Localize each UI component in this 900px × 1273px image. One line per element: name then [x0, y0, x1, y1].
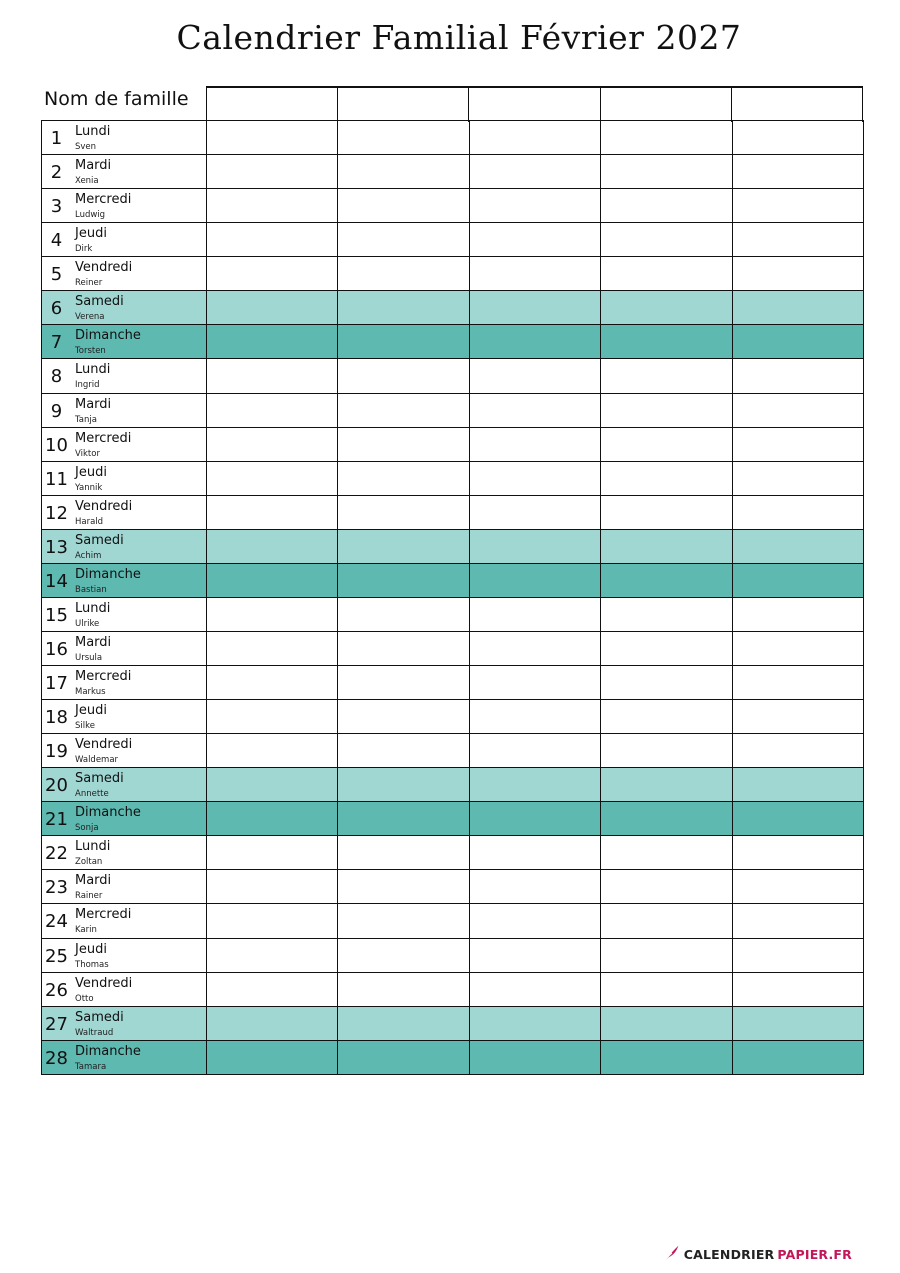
brand-text-part1: CALENDRIER: [683, 1247, 775, 1262]
calendar-entry-cell[interactable]: [207, 1007, 338, 1040]
calendar-entry-cell[interactable]: [601, 530, 732, 563]
saint-name: Karin: [75, 925, 97, 936]
calendar-entry-cell[interactable]: [601, 632, 732, 665]
calendar-entry-cell[interactable]: [470, 904, 601, 937]
calendar-entry-cell[interactable]: [338, 734, 469, 767]
calendar-entry-cell[interactable]: [470, 223, 601, 256]
day-number: 18: [45, 707, 68, 729]
saint-name: Thomas: [75, 959, 109, 970]
calendar-row: [42, 257, 864, 291]
calendar-entry-cell[interactable]: [470, 700, 601, 733]
calendar-entry-cell[interactable]: [338, 598, 469, 631]
day-name: Dimanche: [75, 566, 141, 582]
day-label-cell: [42, 802, 207, 835]
calendar-row: [42, 768, 864, 802]
day-label-cell: [42, 359, 207, 392]
day-number: 23: [45, 877, 68, 899]
day-name: Dimanche: [75, 1043, 141, 1059]
calendar-entry-cell[interactable]: [733, 564, 864, 597]
calendar-entry-cell[interactable]: [733, 462, 864, 495]
calendar-entry-cell[interactable]: [338, 870, 469, 903]
calendar-entry-cell[interactable]: [733, 666, 864, 699]
calendar-entry-cell[interactable]: [470, 428, 601, 461]
calendar-entry-cell[interactable]: [733, 1007, 864, 1040]
calendar-entry-cell[interactable]: [601, 768, 732, 801]
saint-name: Zoltan: [75, 857, 103, 868]
calendar-entry-cell[interactable]: [601, 973, 732, 1006]
calendar-row: [42, 1041, 864, 1075]
calendar-entry-cell[interactable]: [601, 734, 732, 767]
calendar-entry-cell[interactable]: [733, 904, 864, 937]
day-label-cell: [42, 836, 207, 869]
calendar-entry-cell[interactable]: [207, 325, 338, 358]
calendar-entry-cell[interactable]: [470, 530, 601, 563]
saint-name: Bastian: [75, 584, 107, 595]
calendar-entry-cell[interactable]: [601, 325, 732, 358]
calendar-row: [42, 325, 864, 359]
calendar-entry-cell[interactable]: [338, 632, 469, 665]
day-label-cell: [42, 155, 207, 188]
saint-name: Sven: [75, 142, 97, 152]
day-name: Mercredi: [75, 669, 132, 684]
calendar-entry-cell[interactable]: [733, 939, 864, 972]
calendar-row: [42, 870, 864, 904]
calendar-entry-cell[interactable]: [207, 359, 338, 392]
calendar-entry-cell[interactable]: [601, 257, 732, 290]
calendar-entry-cell[interactable]: [601, 121, 732, 154]
calendar-entry-cell[interactable]: [338, 1041, 469, 1074]
day-number: 24: [45, 911, 68, 933]
calendar-entry-cell[interactable]: [470, 564, 601, 597]
calendar-row: [42, 836, 864, 870]
calendar-entry-cell[interactable]: [338, 359, 469, 392]
day-name: Dimanche: [75, 328, 141, 344]
calendar-row: [42, 428, 864, 462]
calendar-row: [42, 632, 864, 666]
calendar-entry-cell[interactable]: [470, 666, 601, 699]
day-name: Mercredi: [75, 430, 132, 446]
day-number: 9: [50, 400, 63, 422]
day-label-cell: [42, 700, 207, 733]
day-name: Mardi: [75, 873, 112, 889]
calendar-entry-cell[interactable]: [733, 121, 864, 154]
calendar-entry-cell[interactable]: [338, 802, 469, 835]
saint-name: Ludwig: [75, 210, 106, 221]
calendar-entry-cell[interactable]: [601, 1041, 732, 1074]
day-name: Lundi: [75, 362, 111, 378]
saint-name: Tamara: [75, 1061, 107, 1072]
day-number: 14: [45, 570, 68, 592]
calendar-entry-cell[interactable]: [207, 257, 338, 290]
calendar-entry-cell[interactable]: [470, 939, 601, 972]
calendar-entry-cell[interactable]: [207, 428, 338, 461]
saint-name: Verena: [75, 312, 105, 323]
day-label-cell: [42, 939, 207, 972]
day-label-cell: [42, 870, 207, 903]
calendar-entry-cell[interactable]: [338, 939, 469, 972]
calendar-entry-cell[interactable]: [733, 598, 864, 631]
day-number: 28: [45, 1047, 68, 1069]
calendar-entry-cell[interactable]: [601, 223, 732, 256]
calendar-row: [42, 496, 864, 530]
calendar-entry-cell[interactable]: [733, 496, 864, 529]
calendar-row: [42, 121, 864, 155]
day-name: Mercredi: [75, 907, 132, 923]
day-number: 10: [45, 434, 68, 456]
calendar-row: [42, 598, 864, 632]
day-number: 12: [45, 502, 68, 524]
day-number: 17: [45, 673, 68, 694]
day-number: 4: [50, 230, 63, 252]
calendar-entry-cell[interactable]: [733, 530, 864, 563]
day-name: Samedi: [75, 771, 124, 787]
saint-name: Yannik: [75, 482, 103, 493]
calendar-row: [42, 223, 864, 257]
day-number: 3: [50, 196, 63, 218]
saint-name: Otto: [75, 993, 94, 1004]
brand-text-part2: PAPIER.FR: [777, 1247, 852, 1262]
day-number: 26: [45, 979, 68, 1001]
calendar-entry-cell[interactable]: [470, 121, 601, 154]
calendar-row: [42, 462, 864, 496]
calendar-entry-cell[interactable]: [733, 870, 864, 903]
day-name: Lundi: [75, 839, 111, 855]
day-number: 6: [50, 298, 63, 320]
day-label-cell: [42, 462, 207, 495]
calendar-entry-cell[interactable]: [470, 870, 601, 903]
calendar-entry-cell[interactable]: [207, 734, 338, 767]
day-label-cell: [42, 257, 207, 290]
day-number: 5: [50, 264, 63, 286]
saint-name: Viktor: [75, 448, 100, 459]
calendar-entry-cell[interactable]: [338, 1007, 469, 1040]
calendar-row: [42, 155, 864, 189]
calendar-entry-cell[interactable]: [207, 632, 338, 665]
day-label-cell: [42, 598, 207, 631]
calendar-entry-cell[interactable]: [207, 223, 338, 256]
day-name: Lundi: [75, 600, 111, 616]
family-name-cell[interactable]: [600, 88, 731, 122]
calendar-entry-cell[interactable]: [733, 257, 864, 290]
calendar-entry-cell[interactable]: [207, 155, 338, 188]
calendar-entry-cell[interactable]: [207, 530, 338, 563]
calendar-row: [42, 700, 864, 734]
day-name: Mardi: [75, 396, 112, 412]
saint-name: Ursula: [75, 652, 103, 663]
calendar-entry-cell[interactable]: [601, 291, 732, 324]
calendar-entry-cell[interactable]: [733, 700, 864, 733]
calendar-entry-cell[interactable]: [470, 325, 601, 358]
calendar-entry-cell[interactable]: [207, 462, 338, 495]
saint-name: Torsten: [75, 346, 106, 357]
day-label-cell: [42, 121, 207, 154]
calendar-row: [42, 530, 864, 564]
calendar-row: [42, 1007, 864, 1041]
calendar-entry-cell[interactable]: [470, 291, 601, 324]
brand-logo: [663, 1244, 852, 1265]
calendar-entry-cell[interactable]: [733, 1041, 864, 1074]
day-label-cell: [42, 564, 207, 597]
calendar-entry-cell[interactable]: [601, 359, 732, 392]
calendar-row: [42, 973, 864, 1007]
day-label-cell: [42, 734, 207, 767]
calendar-entry-cell[interactable]: [733, 632, 864, 665]
day-label-cell: [42, 904, 207, 937]
calendar-entry-cell[interactable]: [601, 462, 732, 495]
calendar-entry-cell[interactable]: [733, 223, 864, 256]
calendar-entry-cell[interactable]: [601, 564, 732, 597]
calendar-entry-cell[interactable]: [207, 394, 338, 427]
calendar-entry-cell[interactable]: [470, 496, 601, 529]
calendar-entry-cell[interactable]: [733, 802, 864, 835]
saint-name: Markus: [75, 687, 106, 697]
day-number: 16: [45, 638, 68, 660]
calendar-entry-cell[interactable]: [338, 973, 469, 1006]
calendar-entry-cell[interactable]: [733, 836, 864, 869]
saint-name: Ulrike: [75, 618, 100, 629]
day-name: Samedi: [75, 1009, 124, 1025]
day-label-cell: [42, 530, 207, 563]
day-label-cell: [42, 291, 207, 324]
calendar-entry-cell[interactable]: [338, 462, 469, 495]
day-name: Jeudi: [75, 941, 107, 957]
calendar-entry-cell[interactable]: [470, 394, 601, 427]
saint-name: Ingrid: [75, 380, 100, 391]
calendar-entry-cell[interactable]: [338, 155, 469, 188]
calendar-entry-cell[interactable]: [733, 973, 864, 1006]
calendar-entry-cell[interactable]: [207, 973, 338, 1006]
calendar-entry-cell[interactable]: [470, 257, 601, 290]
calendar-entry-cell[interactable]: [338, 428, 469, 461]
day-label-cell: [42, 632, 207, 665]
day-label-cell: [42, 223, 207, 256]
saint-name: Xenia: [75, 176, 99, 187]
calendar-entry-cell[interactable]: [207, 939, 338, 972]
calendar-row: [42, 394, 864, 428]
calendar-entry-cell[interactable]: [601, 189, 732, 222]
calendar-entry-cell[interactable]: [733, 768, 864, 801]
calendar-entry-cell[interactable]: [601, 802, 732, 835]
calendar-entry-cell[interactable]: [470, 768, 601, 801]
calendar-entry-cell[interactable]: [601, 666, 732, 699]
calendar-entry-cell[interactable]: [470, 802, 601, 835]
calendar-row: [42, 666, 864, 700]
calendar-entry-cell[interactable]: [338, 325, 469, 358]
day-label-cell: [42, 666, 207, 699]
feather-icon: [663, 1244, 681, 1265]
calendar-entry-cell[interactable]: [733, 325, 864, 358]
day-name: Vendredi: [75, 498, 133, 514]
calendar-row: [42, 359, 864, 393]
day-name: Vendredi: [75, 260, 133, 276]
calendar-entry-cell[interactable]: [207, 802, 338, 835]
day-name: Vendredi: [75, 737, 133, 753]
calendar-entry-cell[interactable]: [470, 359, 601, 392]
calendar-row: [42, 734, 864, 768]
calendar-entry-cell[interactable]: [470, 189, 601, 222]
calendar-entry-cell[interactable]: [207, 836, 338, 869]
day-number: 25: [45, 945, 68, 967]
calendar-entry-cell[interactable]: [338, 291, 469, 324]
saint-name: Silke: [75, 721, 95, 732]
calendar-row: [42, 802, 864, 836]
day-number: 1: [50, 128, 63, 149]
calendar-entry-cell[interactable]: [470, 1007, 601, 1040]
day-name: Jeudi: [75, 226, 107, 242]
calendar-entry-cell[interactable]: [733, 428, 864, 461]
calendar-entry-cell[interactable]: [733, 155, 864, 188]
calendar-entry-cell[interactable]: [601, 496, 732, 529]
calendar-entry-cell[interactable]: [470, 1041, 601, 1074]
day-label-cell: [42, 189, 207, 222]
calendar-entry-cell[interactable]: [733, 291, 864, 324]
saint-name: Waldemar: [75, 755, 119, 766]
saint-name: Sonja: [75, 823, 99, 834]
calendar-entry-cell[interactable]: [207, 564, 338, 597]
calendar-entry-cell[interactable]: [338, 121, 469, 154]
saint-name: Reiner: [75, 278, 103, 289]
day-number: 20: [45, 775, 68, 797]
day-name: Samedi: [75, 294, 124, 310]
calendar-entry-cell[interactable]: [207, 598, 338, 631]
family-name-header-cells: [206, 86, 863, 120]
calendar-entry-cell[interactable]: [470, 734, 601, 767]
calendar-entry-cell[interactable]: [207, 291, 338, 324]
calendar-entry-cell[interactable]: [338, 394, 469, 427]
saint-name: Dirk: [75, 244, 93, 255]
day-name: Mardi: [75, 158, 112, 174]
family-name-cell[interactable]: [206, 88, 337, 122]
calendar-entry-cell[interactable]: [207, 496, 338, 529]
calendar-entry-cell[interactable]: [601, 700, 732, 733]
saint-name: Rainer: [75, 891, 103, 902]
day-name: Jeudi: [75, 703, 107, 719]
calendar-entry-cell[interactable]: [207, 870, 338, 903]
calendar-entry-cell[interactable]: [338, 700, 469, 733]
day-label-cell: [42, 1007, 207, 1040]
day-number: 19: [45, 741, 68, 763]
day-number: 15: [45, 604, 68, 626]
calendar-entry-cell[interactable]: [338, 768, 469, 801]
calendar-entry-cell[interactable]: [470, 462, 601, 495]
calendar-entry-cell[interactable]: [733, 394, 864, 427]
day-label-cell: [42, 325, 207, 358]
calendar-entry-cell[interactable]: [338, 496, 469, 529]
saint-name: Annette: [75, 789, 109, 800]
calendar-entry-cell[interactable]: [338, 223, 469, 256]
day-label-cell: [42, 768, 207, 801]
calendar-row: [42, 291, 864, 325]
calendar-entry-cell[interactable]: [338, 666, 469, 699]
calendar-entry-cell[interactable]: [601, 904, 732, 937]
family-name-cell[interactable]: [731, 88, 863, 122]
calendar-entry-cell[interactable]: [207, 121, 338, 154]
calendar-entry-cell[interactable]: [470, 973, 601, 1006]
day-label-cell: [42, 428, 207, 461]
day-name: Jeudi: [75, 464, 107, 480]
calendar-entry-cell[interactable]: [207, 768, 338, 801]
day-number: 8: [50, 366, 63, 388]
family-name-cell[interactable]: [468, 88, 599, 122]
family-name-label: Nom de famille: [44, 88, 189, 110]
calendar-entry-cell[interactable]: [601, 394, 732, 427]
day-number: 2: [50, 162, 63, 184]
calendar-entry-cell[interactable]: [470, 836, 601, 869]
calendar-entry-cell[interactable]: [207, 1041, 338, 1074]
calendar-entry-cell[interactable]: [338, 836, 469, 869]
day-name: Mardi: [75, 634, 112, 650]
calendar-entry-cell[interactable]: [601, 428, 732, 461]
saint-name: Harald: [75, 516, 104, 527]
day-number: 27: [45, 1013, 68, 1035]
day-name: Samedi: [75, 532, 124, 548]
day-label-cell: [42, 496, 207, 529]
day-number: 22: [45, 843, 68, 865]
calendar-entry-cell[interactable]: [338, 530, 469, 563]
calendar-entry-cell[interactable]: [601, 836, 732, 869]
calendar-entry-cell[interactable]: [733, 359, 864, 392]
calendar-entry-cell[interactable]: [338, 904, 469, 937]
day-number: 21: [45, 809, 68, 831]
calendar-row: [42, 939, 864, 973]
calendar-entry-cell[interactable]: [601, 939, 732, 972]
calendar-entry-cell[interactable]: [207, 904, 338, 937]
day-label-cell: [42, 973, 207, 1006]
day-name: Dimanche: [75, 805, 141, 821]
day-label-cell: [42, 394, 207, 427]
saint-name: Waltraud: [75, 1027, 114, 1038]
calendar-entry-cell[interactable]: [338, 257, 469, 290]
saint-name: Tanja: [75, 414, 97, 425]
page-title: Calendrier Familial Février 2027: [176, 18, 742, 57]
calendar-entry-cell[interactable]: [470, 155, 601, 188]
day-name: Mercredi: [75, 192, 132, 208]
calendar-entry-cell[interactable]: [733, 734, 864, 767]
calendar-entry-cell[interactable]: [338, 189, 469, 222]
calendar-row: [42, 189, 864, 223]
calendar-entry-cell[interactable]: [470, 632, 601, 665]
calendar-entry-cell[interactable]: [601, 1007, 732, 1040]
calendar-entry-cell[interactable]: [470, 598, 601, 631]
calendar-entry-cell[interactable]: [207, 700, 338, 733]
calendar-entry-cell[interactable]: [733, 189, 864, 222]
calendar-entry-cell[interactable]: [338, 564, 469, 597]
calendar-entry-cell[interactable]: [601, 870, 732, 903]
calendar-entry-cell[interactable]: [207, 189, 338, 222]
calendar-row: [42, 564, 864, 598]
day-number: 13: [45, 536, 68, 558]
calendar-grid: [41, 120, 864, 1075]
calendar-entry-cell[interactable]: [601, 155, 732, 188]
calendar-entry-cell[interactable]: [207, 666, 338, 699]
day-label-cell: [42, 1041, 207, 1074]
day-name: Vendredi: [75, 975, 133, 991]
day-number: 11: [45, 468, 68, 490]
calendar-row: [42, 904, 864, 938]
family-name-cell[interactable]: [337, 88, 468, 122]
saint-name: Achim: [75, 550, 102, 561]
day-number: 7: [50, 332, 63, 354]
day-name: Lundi: [75, 124, 111, 139]
calendar-entry-cell[interactable]: [601, 598, 732, 631]
